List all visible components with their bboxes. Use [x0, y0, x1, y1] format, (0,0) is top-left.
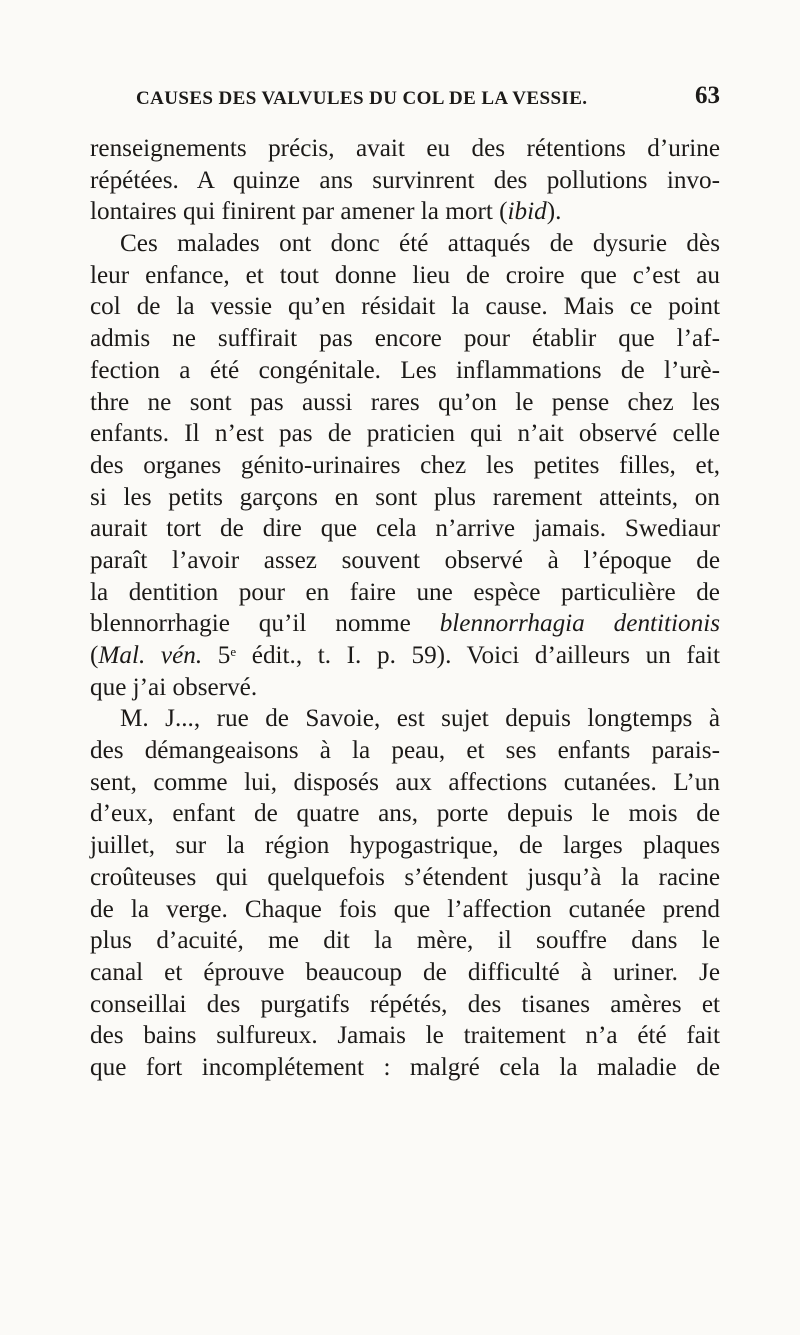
- edition-superscript: e: [230, 644, 237, 659]
- text-line: d’eux, enfant de quatre ans, porte depuis le mois de: [90, 800, 720, 828]
- running-title: CAUSES DES VALVULES DU COL DE LA VESSIE.: [136, 88, 588, 109]
- text-line: conseillai des purgatifs répétés, des tisanes amères et: [90, 990, 720, 1018]
- text-line: des bains sulfureux. Jamais le traitement n’a été fait: [90, 1022, 720, 1050]
- text-line: plus d’acuité, me dit la mère, il souffre dans le: [90, 927, 720, 955]
- text-line: aurait tort de dire que cela n’arrive jamais. Swediaur: [90, 515, 720, 543]
- text-line: croûteuses qui quelquefois s’étendent jusqu’à la racine: [90, 863, 720, 891]
- text-line: de la verge. Chaque fois que l’affection cutanée prend: [90, 895, 720, 923]
- text-line: que j’ai observé.: [90, 673, 258, 701]
- text-line: répétées. A quinze ans survinrent des pollutions invo-: [90, 166, 720, 194]
- latin-term: blennorrhagia dentitionis: [439, 610, 721, 638]
- text-line: enfants. Il n’est pas de praticien qui n’ait observé celle: [90, 420, 720, 448]
- text-fragment: blennorrhagie qu’il nomme: [90, 610, 411, 638]
- ibid-reference: ibid: [507, 198, 547, 226]
- text-line: la dentition pour en faire une espèce particulière de: [90, 578, 720, 606]
- text-line: sent, comme lui, disposés aux affections cutanées. L’un: [90, 768, 720, 796]
- text-line: admis ne suffirait pas encore pour établir que l’af-: [90, 325, 720, 353]
- citation-title: Mal. vén.: [98, 642, 203, 669]
- text-line: (Mal. vén. 5e édit., t. I. p. 59). Voici d’ailleurs un fait: [90, 642, 720, 669]
- paragraph-start-line: M. J..., rue de Savoie, est sujet depuis longtemps à: [120, 705, 720, 733]
- text-line: thre ne sont pas aussi rares qu’on le pense chez les: [90, 388, 720, 416]
- text-line: [90, 608, 720, 640]
- body-text: [90, 133, 720, 1084]
- text-line: lontaires qui finirent par amener la mort (ibid).: [90, 198, 562, 226]
- text-line: juillet, sur la région hypogastrique, de larges plaques: [90, 832, 720, 860]
- text-line: canal et éprouve beaucoup de difficulté à uriner. Je: [90, 958, 720, 986]
- edition-number: 5: [217, 642, 231, 669]
- text-fragment: lontaires qui finirent par amener la mort: [90, 198, 493, 226]
- page-number: 63: [695, 82, 720, 109]
- text-line: si les petits garçons en sont plus rarement atteints, on: [90, 483, 720, 511]
- text-line: des démangeaisons à la peau, et ses enfants parais-: [90, 737, 720, 765]
- text-line: renseignements précis, avait eu des rétentions d’urine: [90, 135, 720, 162]
- text-line: paraît l’avoir assez souvent observé à l’époque de: [90, 546, 720, 574]
- text-line: leur enfance, et tout donne lieu de croire que c’est au: [90, 261, 720, 289]
- text-line: que fort incomplétement : malgré cela la maladie de: [90, 1053, 720, 1081]
- text-fragment: édit., t. I. p. 59). Voici d’ailleurs un fait: [251, 642, 720, 669]
- paragraph-start-line: Ces malades ont donc été attaqués de dysurie dès: [120, 230, 720, 258]
- text-line: col de la vessie qu’en résidait la cause. Mais ce point: [90, 293, 720, 321]
- running-head: [90, 82, 720, 118]
- text-line: des organes génito-urinaires chez les petites filles, et,: [90, 451, 720, 479]
- text-line: fection a été congénitale. Les inflammations de l’urè-: [90, 356, 720, 384]
